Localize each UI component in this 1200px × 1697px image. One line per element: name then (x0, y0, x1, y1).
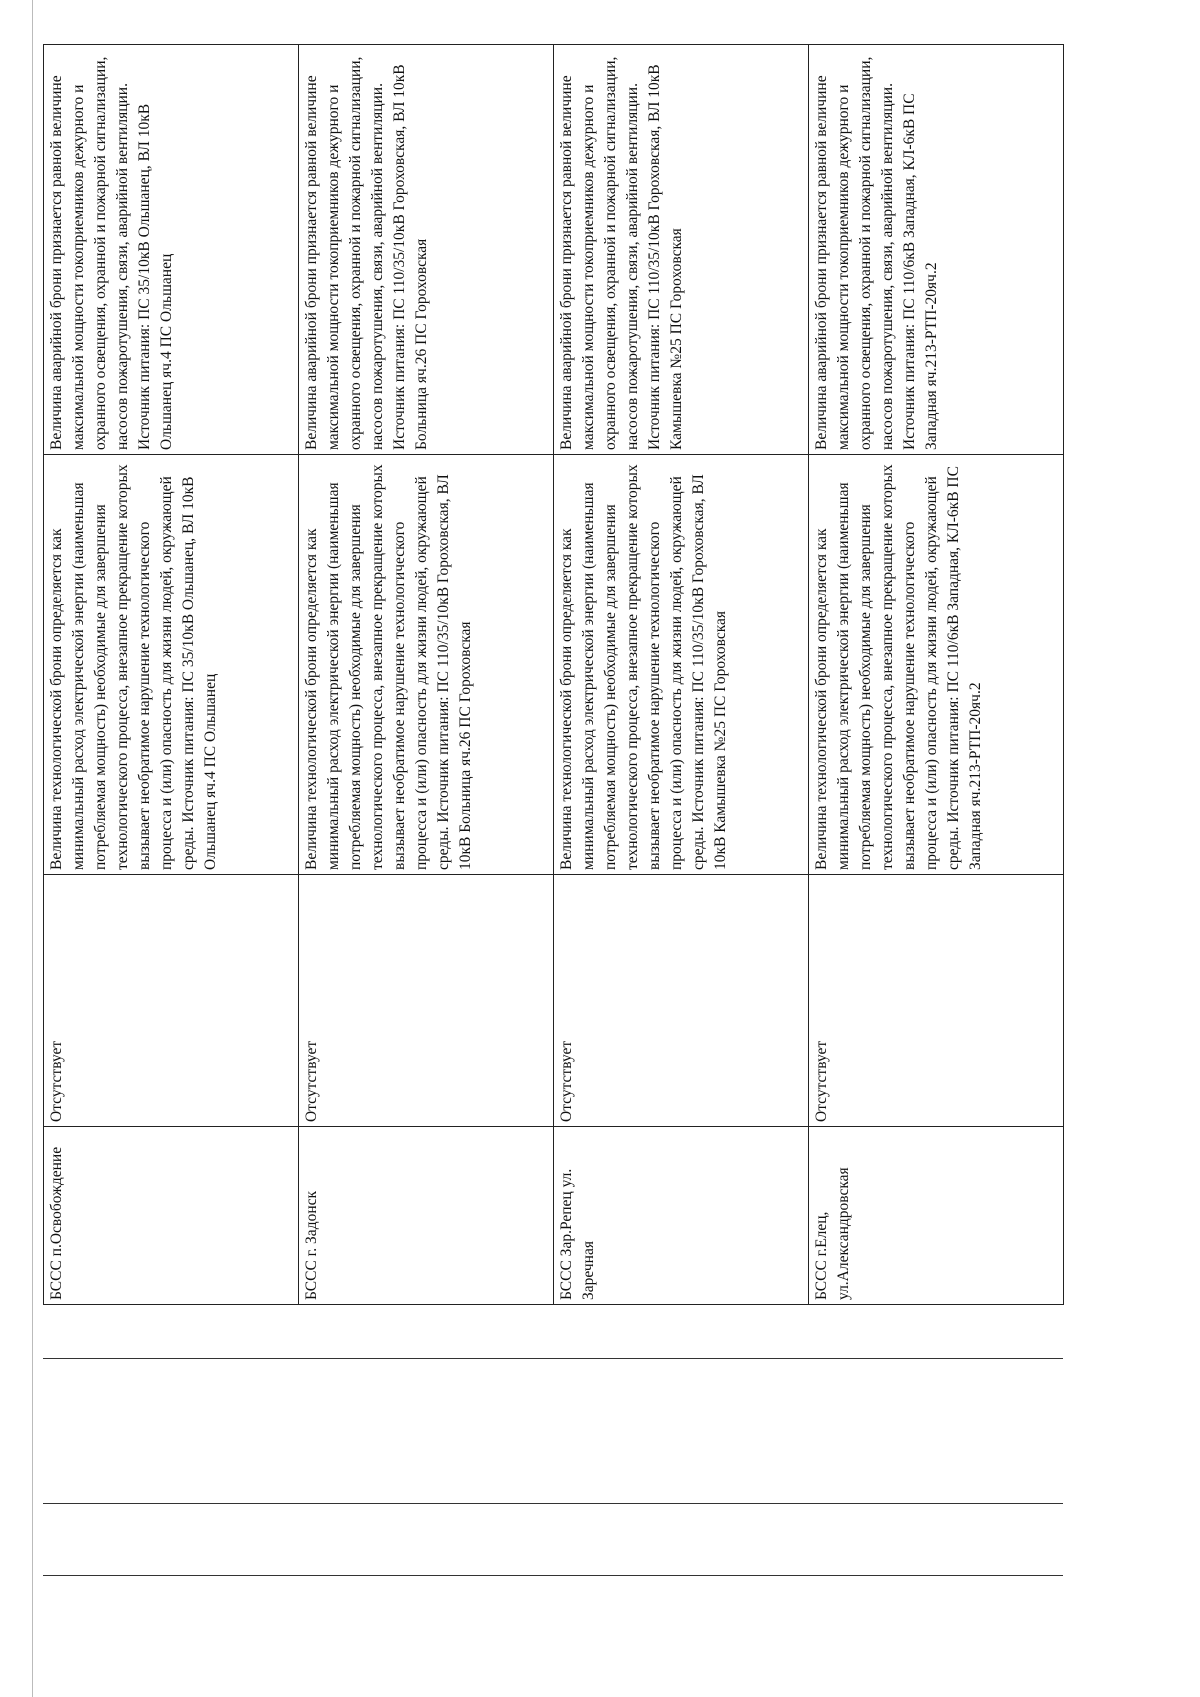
status-cell: Отсутствует (299, 875, 554, 1127)
horizontal-rule (43, 1503, 1063, 1504)
scan-page-edge (32, 0, 33, 1697)
tech-reserve-cell: Величина технологической брони определяется как минимальный расход электрической энергии (наименьшая потребляемая мощность) необходимые для завершения технологического процесса, внезапное прекращение которых вызывает необратимое нарушение технологического процесса и (или) опасность для жизни людей, окружающей среды. Источник питания: ПС 35/10кВ Ольшанец, ВЛ 10кВ Ольшанец яч.4 ПС Ольшанец (44, 455, 299, 875)
status-cell: Отсутствует (44, 875, 299, 1127)
reserve-table (43, 44, 1064, 1305)
emergency-reserve-cell: Величина аварийной брони признается равной величине максимальной мощности токоприемников дежурного и охранного освещения, охранной и пожарной сигнализации, насосов пожаротушения, связи, аварийной вентиляции. Источник питания: ПС 110/6кВ Западная, КЛ-6кВ ПС Западная яч.213-РТП-20яч.2 (809, 45, 1064, 455)
rotated-table-container (43, 45, 1063, 1305)
object-name-cell: БССС Зар.Репец ул. Заречная (554, 1127, 809, 1305)
status-cell: Отсутствует (554, 875, 809, 1127)
tech-reserve-cell: Величина технологической брони определяется как минимальный расход электрической энергии (наименьшая потребляемая мощность) необходимые для завершения технологического процесса, внезапное прекращение которых вызывает необратимое нарушение технологического процесса и (или) опасность для жизни людей, окружающей среды. Источник питания: ПС 110/35/10кВ Гороховская, ВЛ 10кВ Больница яч.26 ПС Гороховская (299, 455, 554, 875)
emergency-reserve-cell: Величина аварийной брони признается равной величине максимальной мощности токоприемников дежурного и охранного освещения, охранной и пожарной сигнализации, насосов пожаротушения, связи, аварийной вентиляции. Источник питания: ПС 110/35/10кВ Гороховская, ВЛ 10кВ Больница яч.26 ПС Гороховская (299, 45, 554, 455)
table-row (44, 45, 299, 1305)
object-name-cell: БССС п.Освобождение (44, 1127, 299, 1305)
emergency-reserve-cell: Величина аварийной брони признается равной величине максимальной мощности токоприемников дежурного и охранного освещения, охранной и пожарной сигнализации, насосов пожаротушения, связи, аварийной вентиляции. Источник питания: ПС 110/35/10кВ Гороховская, ВЛ 10кВ Камышевка №25 ПС Гороховская (554, 45, 809, 455)
emergency-reserve-cell: Величина аварийной брони признается равной величине максимальной мощности токоприемников дежурного и охранного освещения, охранной и пожарной сигнализации, насосов пожаротушения, связи, аварийной вентиляции. Источник питания: ПС 35/10кВ Ольшанец, ВЛ 10кВ Ольшанец яч.4 ПС Ольшанец (44, 45, 299, 455)
table-row (299, 45, 554, 1305)
horizontal-rule (43, 1575, 1063, 1576)
status-cell: Отсутствует (809, 875, 1064, 1127)
table-row (809, 45, 1064, 1305)
tech-reserve-cell: Величина технологической брони определяется как минимальный расход электрической энергии (наименьшая потребляемая мощность) необходимые для завершения технологического процесса, внезапное прекращение которых вызывает необратимое нарушение технологического процесса и (или) опасность для жизни людей, окружающей среды. Источник питания: ПС 110/6кВ Западная, КЛ-6кВ ПС Западная яч.213-РТП-20яч.2 (809, 455, 1064, 875)
horizontal-rule (43, 1358, 1063, 1359)
object-name-cell: БССС г. Задонск (299, 1127, 554, 1305)
tech-reserve-cell: Величина технологической брони определяется как минимальный расход электрической энергии (наименьшая потребляемая мощность) необходимые для завершения технологического процесса, внезапное прекращение которых вызывает необратимое нарушение технологического процесса и (или) опасность для жизни людей, окружающей среды. Источник питания: ПС 110/35/10кВ Гороховская, ВЛ 10кВ Камышевка №25 ПС Гороховская (554, 455, 809, 875)
table-row (554, 45, 809, 1305)
object-name-cell: БССС г.Елец, ул.Александровская (809, 1127, 1064, 1305)
